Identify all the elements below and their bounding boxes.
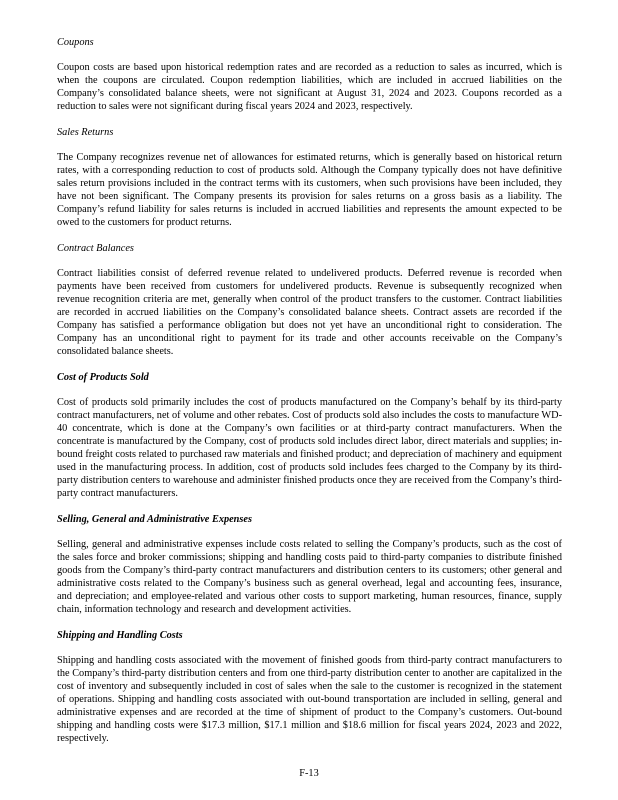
section-heading-sga-expenses: Selling, General and Administrative Expenses bbox=[57, 514, 252, 525]
paragraph-coupons: Coupon costs are based upon historical redemption rates and are recorded as a reduction to sales as incurred, which is when the coupons are circulated. Coupon redemption liabilities, which are included in accrued liabilities on the Company’s consolidated balance sheets, were not significant at August 31, 2024 and 2023. Coupons recorded as a reduction to sales were not significant during fiscal years 2024 and 2023, respectively. bbox=[57, 62, 562, 112]
page-number: F-13 bbox=[299, 768, 319, 779]
section-contract-balances bbox=[57, 242, 562, 358]
section-heading-sales-returns: Sales Returns bbox=[57, 127, 114, 138]
section-sga-expenses bbox=[57, 513, 562, 616]
section-heading-coupons: Coupons bbox=[57, 37, 94, 48]
paragraph-sga-expenses: Selling, general and administrative expenses include costs related to selling the Company’s products, such as the cost of the sales force and broker commissions; shipping and handling costs paid to third-party companies to distribute finished goods from the Company’s third-party contract manufacturers and distribution centers to its customers; other general and administrative costs related to the Company’s business such as general overhead, legal and accounting fees, insurance, and depreciation; and employee-related and various other costs to support marketing, human resources, finance, supply chain, information technology and research and development activities. bbox=[57, 539, 562, 615]
section-heading-cost-of-products-sold: Cost of Products Sold bbox=[57, 372, 149, 383]
paragraph-contract-balances: Contract liabilities consist of deferred revenue related to undelivered products. Deferred revenue is recorded when payments have been received from customers for undelivered products. Revenue is subsequently recognized when revenue recognition criteria are met, generally when control of the product transfers to the customer. Contract liabilities are recorded in accrued liabilities on the Company’s consolidated balance sheets. Contract assets are recorded if the Company has satisfied a performance obligation but does not yet have an unconditional right to consideration. The Company has an unconditional right to payment for its trade and other accounts receivable on the Company’s consolidated balance sheets. bbox=[57, 268, 562, 357]
section-cost-of-products-sold bbox=[57, 371, 562, 500]
section-heading-shipping-handling: Shipping and Handling Costs bbox=[57, 630, 183, 641]
section-heading-contract-balances: Contract Balances bbox=[57, 243, 134, 254]
paragraph-cost-of-products-sold: Cost of products sold primarily includes the cost of products manufactured on the Company’s behalf by its third-party contract manufacturers, net of volume and other rebates. Cost of products sold also includes the costs to manufacture WD-40 concentrate, which is done at the Company’s own facilities or at third-party contract manufacturers. When the concentrate is manufactured by the Company, cost of products sold includes direct labor, direct materials and supplies; in-bound freight costs related to purchased raw materials and finished product; and depreciation of machinery and equipment used in the manufacturing process. In addition, cost of products sold includes fees charged to the Company by its third-party distribution centers to warehouse and administer finished products once they are received from the Company’s third-party contract manufacturers. bbox=[57, 397, 562, 499]
section-shipping-handling bbox=[57, 629, 562, 745]
paragraph-sales-returns: The Company recognizes revenue net of allowances for estimated returns, which is generally based on historical return rates, with a corresponding reduction to cost of products sold. Although the Company typically does not have definitive sales return provisions included in the contract terms with its customers, when such provisions have been included, they have not been significant. The Company presents its provision for sales returns on a gross basis as a liability. The Company’s refund liability for sales returns is included in accrued liabilities and represents the amount expected to be owed to the customers for product returns. bbox=[57, 152, 562, 228]
paragraph-shipping-handling: Shipping and handling costs associated with the movement of finished goods from third-party contract manufacturers to the Company’s third-party distribution centers and from one third-party distribution center to another are capitalized in the cost of inventory and subsequently included in cost of sales when the sale to the customer is recognized in the statement of operations. Shipping and handling costs associated with out-bound transportation are included in selling, general and administrative expenses and are recorded at the time of shipment of product to the Company’s customers. Out-bound shipping and handling costs were $17.3 million, $17.1 million and $18.6 million for fiscal years 2024, 2023 and 2022, respectively. bbox=[57, 655, 562, 744]
section-coupons bbox=[57, 36, 562, 113]
section-sales-returns bbox=[57, 126, 562, 229]
